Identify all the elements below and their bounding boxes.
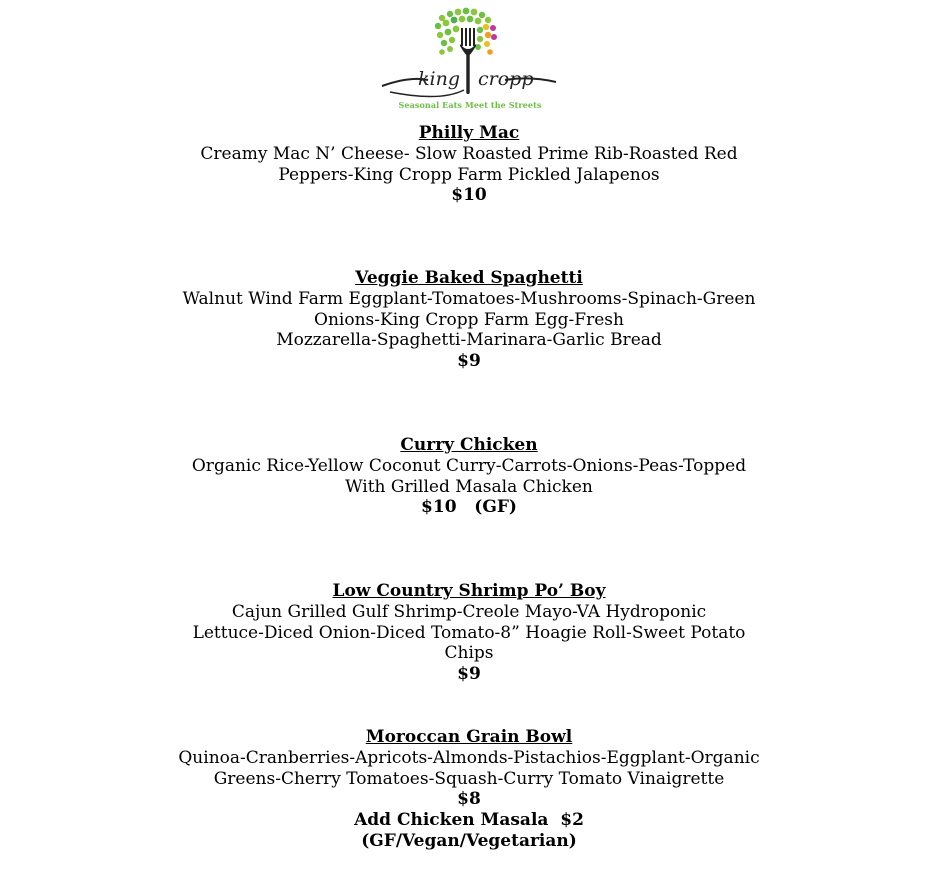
menu-item-veggie-baked-spaghetti — [90, 268, 848, 372]
item-title: Curry Chicken — [400, 435, 538, 455]
menu-item-moroccan-grain-bowl — [90, 727, 848, 852]
item-price: $8 — [457, 789, 481, 810]
menu-item-shrimp-po-boy — [90, 581, 848, 685]
item-description-line: Cajun Grilled Gulf Shrimp-Creole Mayo-VA Hydroponic — [231, 601, 707, 622]
item-description-line: Walnut Wind Farm Eggplant-Tomatoes-Mushrooms-Spinach-Green — [182, 288, 756, 309]
item-price: $10 — [451, 185, 487, 206]
item-dietary-tags: (GF/Vegan/Vegetarian) — [361, 830, 577, 851]
menu-item-philly-mac — [90, 123, 848, 206]
item-description-line: Greens-Cherry Tomatoes-Squash-Curry Tomato Vinaigrette — [213, 768, 725, 789]
king-cropp-logo — [380, 6, 560, 114]
item-price: $9 — [457, 664, 481, 685]
item-description-line: Creamy Mac N’ Cheese- Slow Roasted Prime Rib-Roasted Red — [200, 143, 738, 164]
logo-word-right: cropp — [478, 68, 534, 90]
item-description-line: Onions-King Cropp Farm Egg-Fresh — [314, 309, 624, 330]
item-title: Moroccan Grain Bowl — [365, 727, 573, 747]
logo-word-left: king — [418, 68, 460, 90]
item-description-line: Chips — [444, 643, 494, 664]
item-price: $10 (GF) — [421, 497, 517, 518]
item-description-line: With Grilled Masala Chicken — [345, 476, 593, 497]
item-add-on: Add Chicken Masala $2 — [354, 810, 584, 831]
item-title: Philly Mac — [418, 123, 520, 143]
tree-fork-icon — [380, 6, 560, 106]
item-price: $9 — [457, 351, 481, 372]
tagline: Seasonal Eats Meet the Streets — [398, 100, 542, 110]
item-description-line: Peppers-King Cropp Farm Pickled Jalapenos — [278, 164, 660, 185]
item-title: Low Country Shrimp Po’ Boy — [332, 581, 606, 601]
fork-icon — [460, 28, 476, 94]
item-title: Veggie Baked Spaghetti — [355, 268, 583, 288]
item-description-line: Lettuce-Diced Onion-Diced Tomato-8” Hoagie Roll-Sweet Potato — [192, 622, 746, 643]
item-description-line: Mozzarella-Spaghetti-Marinara-Garlic Bread — [276, 330, 662, 351]
menu-item-curry-chicken — [90, 435, 848, 518]
item-description-line: Quinoa-Cranberries-Apricots-Almonds-Pistachios-Eggplant-Organic — [178, 747, 760, 768]
item-description-line: Organic Rice-Yellow Coconut Curry-Carrots-Onions-Peas-Topped — [191, 455, 747, 476]
